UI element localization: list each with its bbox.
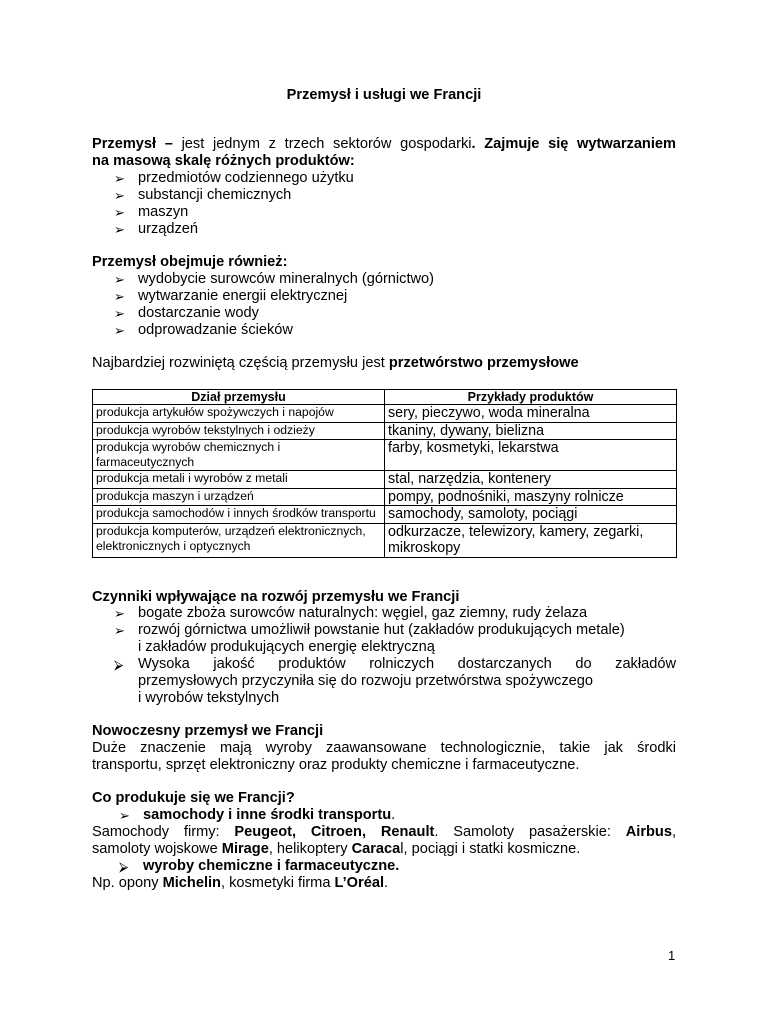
section4-heading: Czynniki wpływające na rozwój przemysłu we Francji — [92, 589, 460, 605]
section5-line2: transportu, sprzęt elektroniczny oraz produkty chemiczne i farmaceutyczne. — [92, 757, 580, 773]
section6-example — [92, 875, 388, 892]
products-cell: pompy, podnośniki, maszyny rolnicze — [385, 488, 677, 506]
bullet-arrow-icon: ➢ — [114, 188, 125, 203]
section6-military — [92, 841, 580, 858]
industry-sector-cell: produkcja maszyn i urządzeń — [93, 488, 385, 506]
section1-line2: na masową skalę różnych produktów: — [92, 153, 355, 169]
section3-paragraph — [92, 355, 579, 372]
table-row — [93, 440, 677, 471]
section4-item3b: przemysłowych przyczyniła się do rozwoju przetwórstwa spożywczego — [138, 673, 594, 689]
section4-item2a: rozwój górnictwa umożliwił powstanie hut (zakładów produkujących metale) — [138, 622, 625, 638]
cars-airbus: Airbus — [625, 824, 672, 840]
products-cell: farby, kosmetyki, lekarstwa — [385, 440, 677, 471]
np-loreal: L’Oréal — [334, 875, 384, 891]
cars-brands: Peugeot, Citroen, Renault — [234, 824, 435, 840]
section6-item1 — [143, 807, 395, 824]
list-item: przedmiotów codziennego użytku — [138, 170, 354, 186]
list-item: odprowadzanie ścieków — [138, 322, 293, 338]
bullet-arrow-icon: ➢ — [114, 222, 125, 237]
bullet-arrow-icon: ➢ — [114, 289, 125, 304]
list-item: wydobycie surowców mineralnych (górnictwo) — [138, 271, 435, 287]
section6-heading: Co produkuje się we Francji? — [92, 790, 295, 806]
section6-item1-text: samochody i inne środki transportu — [143, 807, 392, 823]
industry-sector-cell: produkcja samochodów i innych środków transportu — [93, 506, 385, 524]
industry-sector-cell: produkcja wyrobów chemicznych i farmaceutycznych — [93, 440, 385, 471]
table-header-row — [93, 390, 677, 405]
products-cell: odkurzacze, telewizory, kamery, zegarki, mikroskopy — [385, 523, 677, 557]
bullet-arrow-icon: ⮚ — [114, 657, 124, 672]
table-header-cell: Dział przemysłu — [93, 390, 385, 405]
table-row — [93, 471, 677, 489]
industry-sector-cell: produkcja metali i wyrobów z metali — [93, 471, 385, 489]
bullet-arrow-icon: ➢ — [114, 623, 125, 638]
industry-sector-cell: produkcja wyrobów tekstylnych i odzieży — [93, 422, 385, 440]
bullet-arrow-icon: ➢ — [114, 306, 125, 321]
cars-end: , — [671, 824, 676, 840]
list-item: dostarczanie wody — [138, 305, 259, 321]
list-item: wytwarzanie energii elektrycznej — [138, 288, 348, 304]
bullet-arrow-icon: ➢ — [119, 808, 130, 823]
section6-cars — [92, 824, 676, 841]
cars-mid: . Samoloty pasażerskie: — [434, 824, 626, 840]
section4-item2b: i zakładów produkujących energię elektryczną — [138, 639, 435, 655]
list-item: substancji chemicznych — [138, 187, 292, 203]
mil-mirage: Mirage — [221, 841, 269, 857]
table-row — [93, 488, 677, 506]
section4-item3c: i wyrobów tekstylnych — [138, 690, 280, 706]
mil-caracal: Caraca — [351, 841, 401, 857]
list-item: maszyn — [138, 204, 189, 220]
industry-sector-cell: produkcja komputerów, urządzeń elektronicznych, elektronicznych i optycznych — [93, 523, 385, 557]
table-row — [93, 523, 677, 557]
bullet-arrow-icon: ➢ — [114, 606, 125, 621]
np-end: . — [384, 875, 389, 891]
products-cell: samochody, samoloty, pociągi — [385, 506, 677, 524]
industry-table — [92, 389, 677, 558]
section3-bold: przetwórstwo przemysłowe — [388, 355, 579, 371]
np-prefix: Np. opony — [92, 875, 163, 891]
industry-sector-cell: produkcja artykułów spożywczych i napojów — [93, 405, 385, 423]
section3-text: Najbardziej rozwiniętą częścią przemysłu jest — [92, 355, 389, 371]
section4-item3a: Wysoka jakość produktów rolniczych dostarczanych do zakładów — [138, 656, 676, 672]
mil-prefix: samoloty wojskowe — [92, 841, 222, 857]
table-row — [93, 405, 677, 423]
products-cell: tkaniny, dywany, bielizna — [385, 422, 677, 440]
bullet-arrow-icon: ⮚ — [119, 859, 129, 874]
section6-item1-end: . — [391, 807, 396, 823]
table-row — [93, 506, 677, 524]
section5-heading: Nowoczesny przemysł we Francji — [92, 723, 324, 739]
section1-lead-text: jest jednym z trzech sektorów gospodarki — [172, 136, 472, 152]
list-item: urządzeń — [138, 221, 199, 237]
bullet-arrow-icon: ➢ — [114, 205, 125, 220]
mil-end: l, pociągi i statki kosmiczne. — [400, 841, 581, 857]
bullet-arrow-icon: ➢ — [114, 171, 125, 186]
table-header-cell: Przykłady produktów — [385, 390, 677, 405]
np-mid: , kosmetyki firma — [220, 875, 335, 891]
section2-heading: Przemysł obejmuje również: — [92, 254, 288, 270]
cars-prefix: Samochody firmy: — [92, 824, 235, 840]
section1-lead — [92, 136, 676, 153]
page-number: 1 — [668, 948, 676, 963]
section1-lead-bold: Przemysł – — [92, 136, 173, 152]
page-title: Przemysł i usługi we Francji — [286, 87, 482, 103]
np-michelin: Michelin — [162, 875, 221, 891]
mil-mid: , helikoptery — [268, 841, 352, 857]
section4-item1: bogate zboża surowców naturalnych: węgiel, gaz ziemny, rudy żelaza — [138, 605, 588, 621]
table-row — [93, 422, 677, 440]
bullet-arrow-icon: ➢ — [114, 272, 125, 287]
products-cell: stal, narzędzia, kontenery — [385, 471, 677, 489]
section6-item2: wyroby chemiczne i farmaceutyczne. — [143, 858, 400, 874]
section5-line1: Duże znaczenie mają wyroby zaawansowane technologicznie, takie jak środki — [92, 740, 676, 756]
products-cell: sery, pieczywo, woda mineralna — [385, 405, 677, 423]
section1-lead-bold2: . Zajmuje się wytwarzaniem — [471, 136, 676, 152]
bullet-arrow-icon: ➢ — [114, 323, 125, 338]
